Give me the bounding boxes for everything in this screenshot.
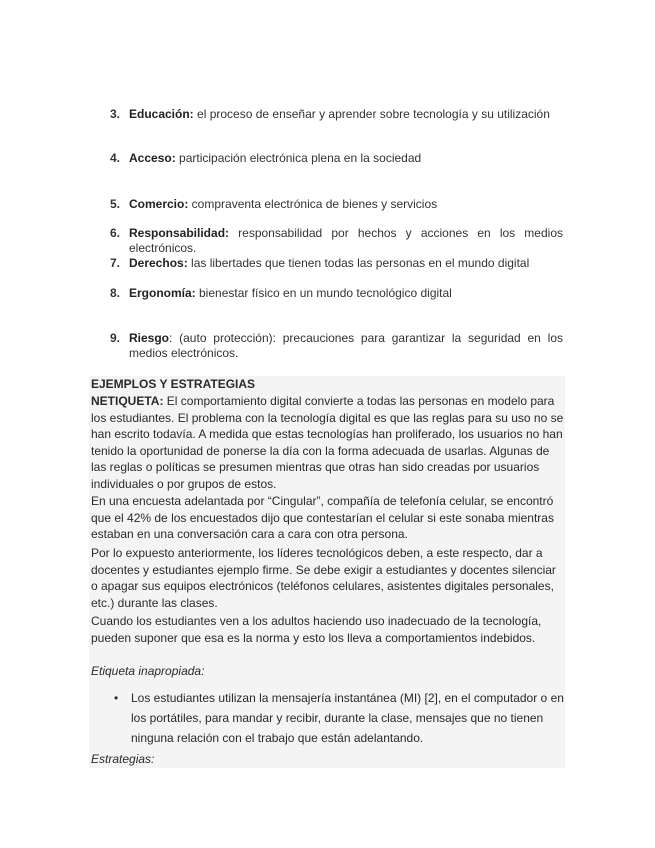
list-item-educacion — [110, 107, 563, 122]
estrategias-label: Estrategias: — [91, 752, 155, 766]
list-item-acceso — [110, 151, 563, 166]
list-term: Educación: — [129, 107, 194, 121]
bullet-icon: • — [114, 691, 119, 705]
netiqueta-label: NETIQUETA: — [91, 394, 164, 408]
netiqueta-paragraph — [91, 393, 565, 492]
etiqueta-label: Etiqueta inapropiada: — [91, 664, 205, 678]
list-number: 8. — [110, 286, 121, 300]
list-text: compraventa electrónica de bienes y servicios — [188, 197, 438, 211]
leaders-paragraph: Por lo expuesto anteriormente, los líderes tecnológicos deben, a este respecto, dar a docentes y estudiantes ejemplo firme. Se debe exigir a estudiantes y docentes silenciar o apagar sus equipos electrónicos (teléfonos celulares, asistentes digitales personales, etc.) durante las clases. — [91, 546, 556, 610]
list-text: participación electrónica plena en la sociedad — [175, 151, 422, 165]
list-item-responsabilidad — [110, 226, 563, 256]
list-number: 5. — [110, 197, 121, 211]
bullet-text: Los estudiantes utilizan la mensajería instantánea (MI) [2], en el computador o en los portátiles, para mandar y recibir, durante la clase, mensajes que no tienen ninguna relación con el trabajo que están adelantando. — [131, 691, 564, 745]
list-number: 4. — [110, 151, 121, 165]
list-text: el proceso de enseñar y aprender sobre tecnología y su utilización — [193, 107, 550, 121]
list-text: las libertades que tienen todas las personas en el mundo digital — [187, 256, 530, 270]
list-number: 7. — [110, 256, 121, 270]
bullet-item — [114, 688, 566, 748]
list-term: Acceso: — [129, 151, 176, 165]
cingular-paragraph: En una encuesta adelantada por “Cingular”, compañía de telefonía celular, se encontró que el 42% de los encuestados dijo que contestarían el celular si este sonaba mientras estaban en una conversación cara a cara con otra persona. — [91, 494, 554, 541]
list-item-comercio — [110, 197, 563, 212]
list-number: 9. — [110, 331, 121, 345]
list-term: Riesgo — [129, 331, 170, 345]
list-item-riesgo — [110, 331, 563, 361]
list-term: Derechos: — [129, 256, 188, 270]
adults-paragraph: Cuando los estudiantes ven a los adultos haciendo uso inadecuado de la tecnología, pueden suponer que esa es la norma y esto los lleva a comportamientos indebidos. — [91, 614, 542, 645]
list-item-derechos — [110, 256, 563, 271]
list-number: 3. — [110, 107, 121, 121]
list-text: bienestar físico en un mundo tecnológico digital — [195, 286, 452, 300]
netiqueta-text: El comportamiento digital convierte a todas las personas en modelo para los estudiantes. El problema con la tecnología digital es que las reglas para su uso no se han escrito todavía. A medida que estas tecnologías han proliferado, los usuarios no han tenido la oportunidad de ponerse la día con la forma adecuada de usarlas. Algunas de las reglas o políticas se presumen mientras que otras han sido creadas por usuarios individuales o por grupos de estos. — [91, 394, 564, 491]
list-text: responsabilidad por hechos y acciones en los medios electrónicos. — [129, 226, 563, 255]
list-item-ergonomia — [110, 286, 563, 301]
list-text: : (auto protección): precauciones para garantizar la seguridad en los medios electrónicos. — [129, 331, 563, 360]
list-term: Responsabilidad: — [129, 226, 230, 240]
list-term: Comercio: — [129, 197, 189, 211]
list-term: Ergonomía: — [129, 286, 196, 300]
list-number: 6. — [110, 226, 121, 240]
section-heading: EJEMPLOS Y ESTRATEGIAS — [91, 377, 256, 391]
